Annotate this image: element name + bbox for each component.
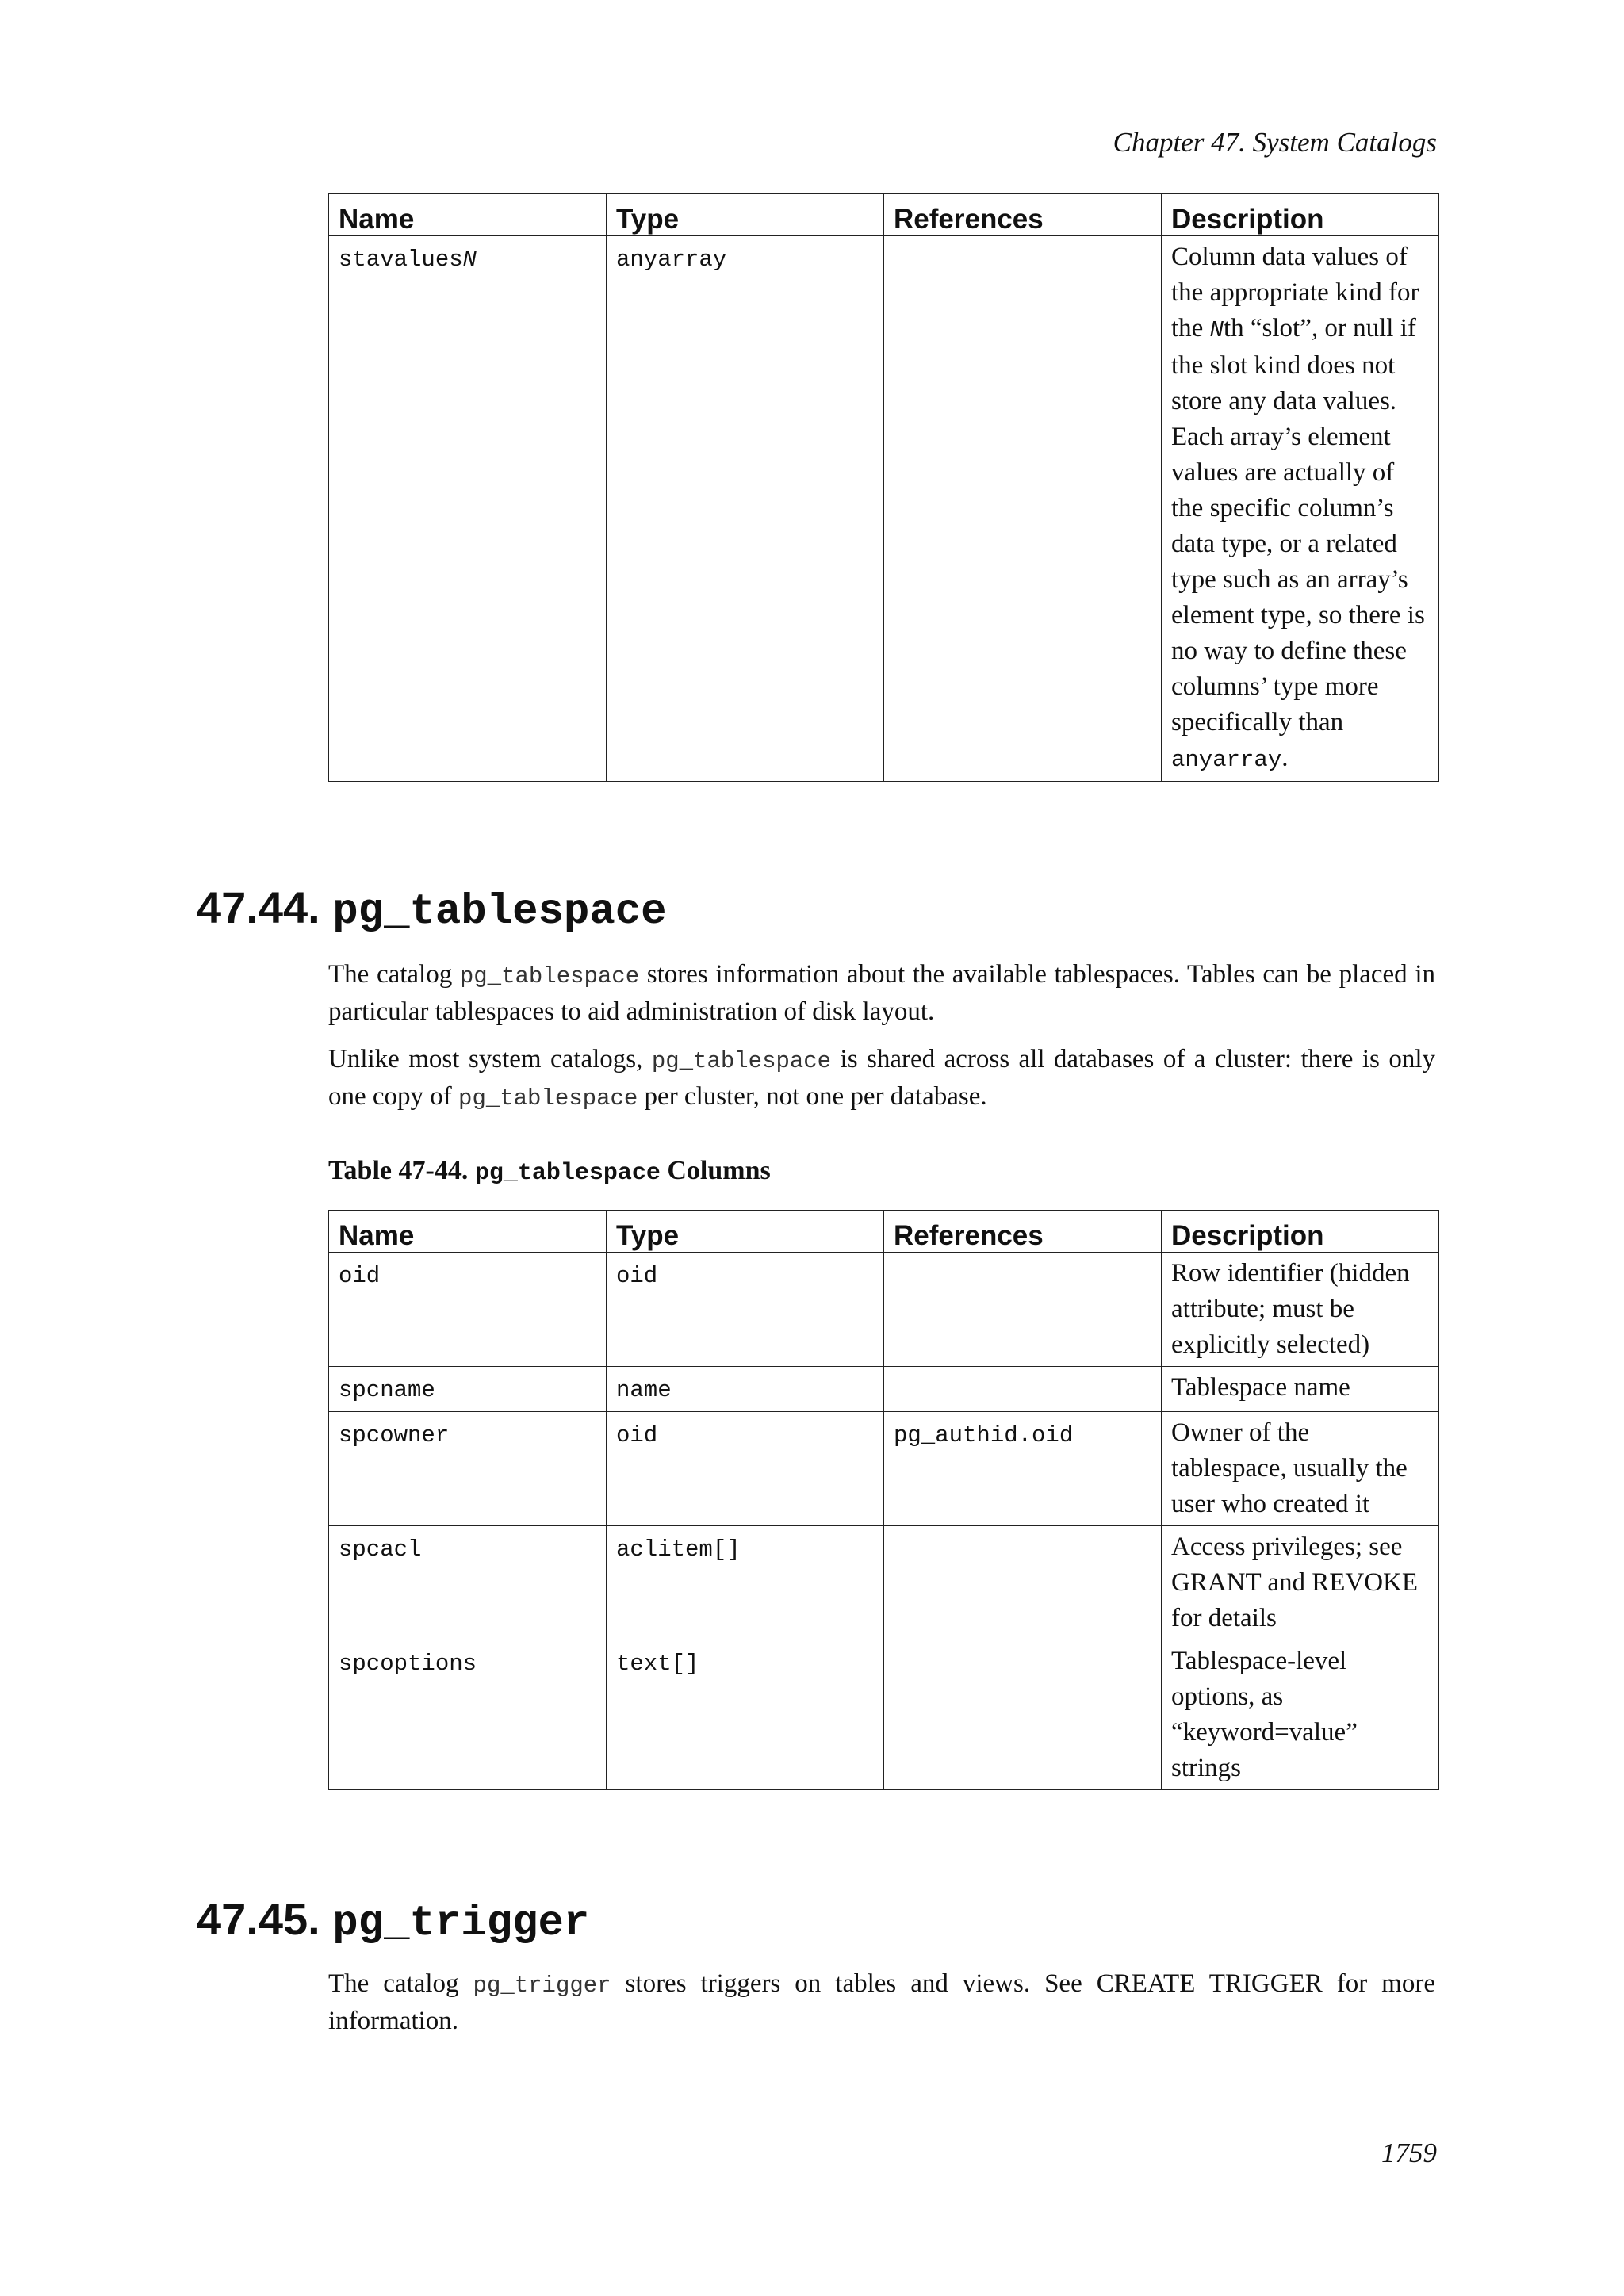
paragraph-tablespace-intro <box>328 957 1435 1030</box>
inline-code: pg_tablespace <box>458 1085 638 1112</box>
caption-prefix: Table 47-44. <box>328 1156 475 1185</box>
inline-code: pg_tablespace <box>459 963 640 989</box>
cell-name: spcname <box>329 1367 607 1412</box>
cell-name-prefix: stavalues <box>339 247 463 273</box>
page-number: 1759 <box>1381 2137 1437 2168</box>
cell-description: Tablespace-level options, as “keyword=value” strings <box>1162 1640 1439 1790</box>
table-row <box>329 1412 1439 1526</box>
paragraph-trigger-intro <box>328 1966 1435 2039</box>
text: is shared across all databases of a cluster: there is only one copy of <box>328 1045 1435 1111</box>
cell-description: Access privileges; see GRANT and REVOKE for details <box>1162 1526 1439 1640</box>
column-header-name: Name <box>329 1211 607 1253</box>
cell-type: anyarray <box>607 236 884 782</box>
table-row <box>329 1640 1439 1790</box>
table-caption <box>328 1153 771 1192</box>
inline-code: pg_trigger <box>473 1973 611 1999</box>
section-number: 47.44. <box>197 882 320 932</box>
column-header-description: Description <box>1162 1211 1439 1253</box>
section-heading-pg-tablespace <box>197 882 667 938</box>
table-header-row <box>329 1211 1439 1253</box>
paragraph-tablespace-shared <box>328 1042 1435 1116</box>
cell-name: spcacl <box>329 1526 607 1640</box>
desc-part-code: anyarray <box>1171 747 1282 773</box>
caption-suffix: Columns <box>660 1156 771 1185</box>
text: The catalog <box>328 960 460 989</box>
column-header-references: References <box>884 194 1162 236</box>
cell-references <box>884 1367 1162 1412</box>
cell-name-suffix: N <box>462 247 477 273</box>
column-header-description: Description <box>1162 194 1439 236</box>
running-head: Chapter 47. System Catalogs <box>1113 127 1437 158</box>
cell-references <box>884 1253 1162 1367</box>
cell-name: spcowner <box>329 1412 607 1526</box>
cell-references <box>884 1526 1162 1640</box>
pg-tablespace-columns-table <box>328 1210 1439 1790</box>
column-header-type: Type <box>607 1211 884 1253</box>
section-number: 47.45. <box>197 1894 320 1944</box>
cell-references <box>884 1640 1162 1790</box>
text: stores triggers on tables and views. See CREATE TRIGGER for more information. <box>328 1969 1435 2035</box>
cell-name <box>329 236 607 782</box>
cell-type: aclitem[] <box>607 1526 884 1640</box>
text: Unlike most system catalogs, <box>328 1045 652 1073</box>
table-row <box>329 1526 1439 1640</box>
desc-part: . <box>1281 744 1289 772</box>
cell-type: name <box>607 1367 884 1412</box>
desc-part: th “slot”, or null if the slot kind does not store any data values. Each array’s element values are actually of the specific column’s data type, or a related type such as an array’s element type, so there is no way to define these columns’ type more specifically than <box>1171 314 1425 737</box>
section-title: pg_trigger <box>332 1900 590 1948</box>
column-header-name: Name <box>329 194 607 236</box>
cell-description: Owner of the tablespace, usually the user who created it <box>1162 1412 1439 1526</box>
cell-type: oid <box>607 1253 884 1367</box>
cell-description <box>1162 236 1439 782</box>
table-header-row <box>329 194 1439 236</box>
table-row <box>329 236 1439 782</box>
cell-description: Tablespace name <box>1162 1367 1439 1412</box>
cell-name: oid <box>329 1253 607 1367</box>
column-header-references: References <box>884 1211 1162 1253</box>
cell-references: pg_authid.oid <box>884 1412 1162 1526</box>
cell-type: oid <box>607 1412 884 1526</box>
text: stores information about the available tablespaces. Tables can be placed in particular tablespaces to aid administration of disk layout. <box>328 960 1435 1026</box>
caption-code: pg_tablespace <box>474 1160 661 1187</box>
table-row <box>329 1253 1439 1367</box>
desc-part-code: N <box>1209 317 1224 343</box>
cell-references <box>884 236 1162 782</box>
table-row <box>329 1367 1439 1412</box>
catalog-table-continued <box>328 193 1439 782</box>
cell-type: text[] <box>607 1640 884 1790</box>
inline-code: pg_tablespace <box>651 1048 832 1074</box>
cell-name: spcoptions <box>329 1640 607 1790</box>
section-title: pg_tablespace <box>332 888 667 936</box>
desc-part: Column data values of the appropriate kind for the <box>1171 243 1419 342</box>
cell-description: Row identifier (hidden attribute; must be explicitly selected) <box>1162 1253 1439 1367</box>
text: per cluster, not one per database. <box>638 1082 987 1111</box>
text: The catalog <box>328 1969 473 1998</box>
column-header-type: Type <box>607 194 884 236</box>
section-heading-pg-trigger <box>197 1894 589 1950</box>
